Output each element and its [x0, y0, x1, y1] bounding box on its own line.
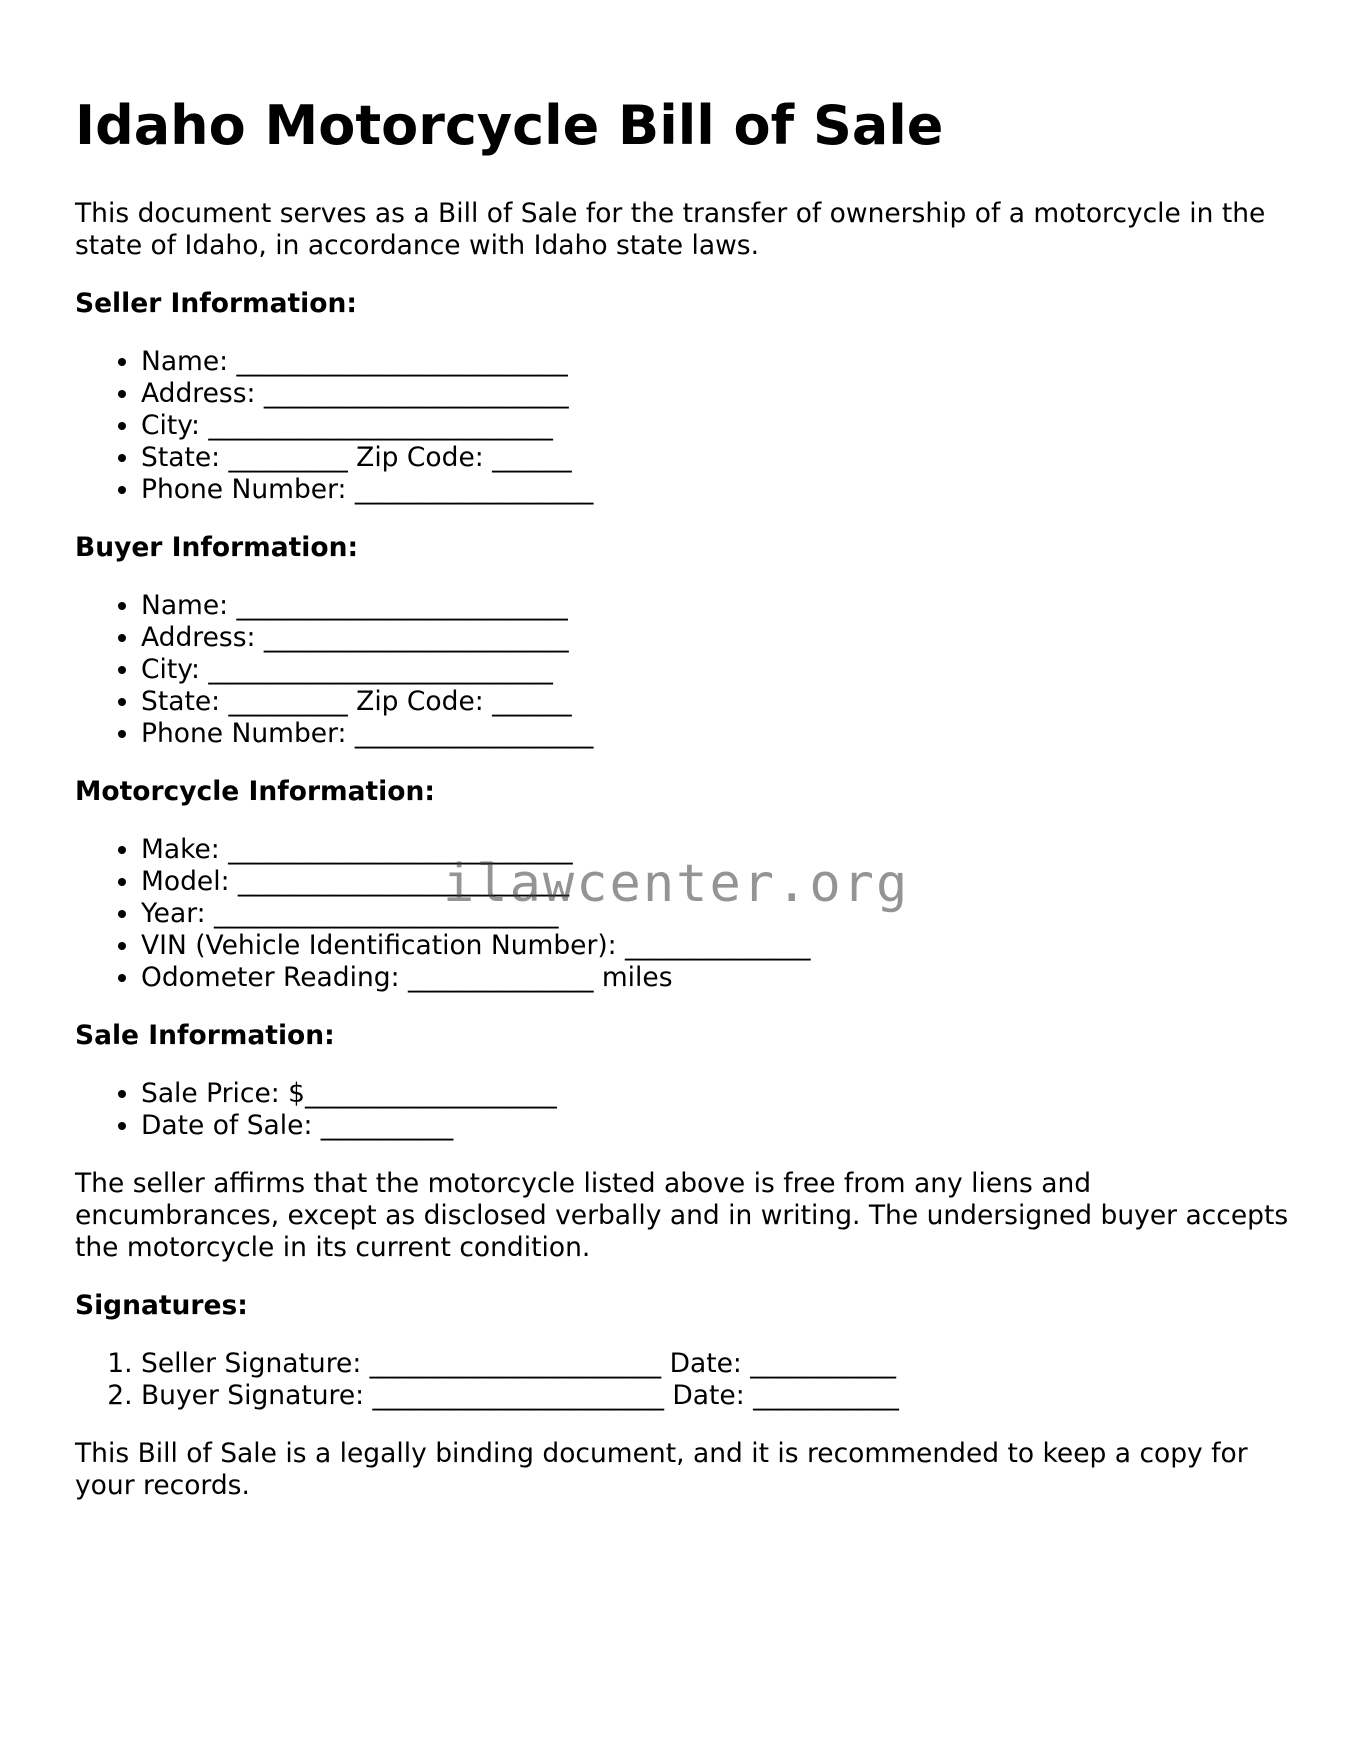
document-page	[75, 94, 1295, 1502]
signatures-list	[75, 1348, 1295, 1412]
seller-signature-field[interactable]: 1. Seller Signature: ______________________ Date: ___________	[141, 1348, 1295, 1380]
seller-phone-field[interactable]: • Phone Number: __________________	[141, 474, 1295, 506]
sale-list	[75, 1078, 1295, 1142]
sale-price-field[interactable]: • Sale Price: $___________________	[141, 1078, 1295, 1110]
motorcycle-year-field[interactable]: • Year: __________________________	[141, 898, 1295, 930]
buyer-name-field[interactable]: • Name: _________________________	[141, 590, 1295, 622]
seller-name-field[interactable]: • Name: _________________________	[141, 346, 1295, 378]
sale-heading: Sale Information:	[75, 1020, 335, 1051]
motorcycle-odometer-field[interactable]: • Odometer Reading: ______________ miles	[141, 962, 1295, 994]
watermark: ilawcenter.org	[443, 854, 910, 914]
seller-heading: Seller Information:	[75, 288, 357, 319]
seller-list	[75, 346, 1295, 506]
seller-state-zip-field[interactable]: • State: _________ Zip Code: ______	[141, 442, 1295, 474]
sale-date-field[interactable]: • Date of Sale: __________	[141, 1110, 1295, 1142]
motorcycle-model-field[interactable]: • Model: _________________________	[141, 866, 1295, 898]
buyer-signature-field[interactable]: 2. Buyer Signature: ______________________ Date: ___________	[141, 1380, 1295, 1412]
buyer-list	[75, 590, 1295, 750]
seller-city-field[interactable]: • City: __________________________	[141, 410, 1295, 442]
closing-paragraph: This Bill of Sale is a legally binding document, and it is recommended to keep a copy for your records.	[75, 1438, 1248, 1501]
motorcycle-make-field[interactable]: • Make: __________________________	[141, 834, 1295, 866]
motorcycle-vin-field[interactable]: • VIN (Vehicle Identification Number): ______________	[141, 930, 1295, 962]
buyer-phone-field[interactable]: • Phone Number: __________________	[141, 718, 1295, 750]
buyer-address-field[interactable]: • Address: _______________________	[141, 622, 1295, 654]
buyer-state-zip-field[interactable]: • State: _________ Zip Code: ______	[141, 686, 1295, 718]
buyer-heading: Buyer Information:	[75, 532, 359, 563]
motorcycle-list	[75, 834, 1295, 994]
document-title: Idaho Motorcycle Bill of Sale	[75, 94, 944, 157]
affirmation-paragraph: The seller affirms that the motorcycle listed above is free from any liens and encumbrances, except as disclosed verbally and in writing. The undersigned buyer accepts the motorcycle in its current condition.	[75, 1168, 1289, 1263]
motorcycle-heading: Motorcycle Information:	[75, 776, 435, 807]
intro-paragraph: This document serves as a Bill of Sale for the transfer of ownership of a motorcycle in the state of Idaho, in accordance with Idaho state laws.	[75, 198, 1266, 261]
buyer-city-field[interactable]: • City: __________________________	[141, 654, 1295, 686]
signatures-heading: Signatures:	[75, 1290, 248, 1321]
seller-address-field[interactable]: • Address: _______________________	[141, 378, 1295, 410]
